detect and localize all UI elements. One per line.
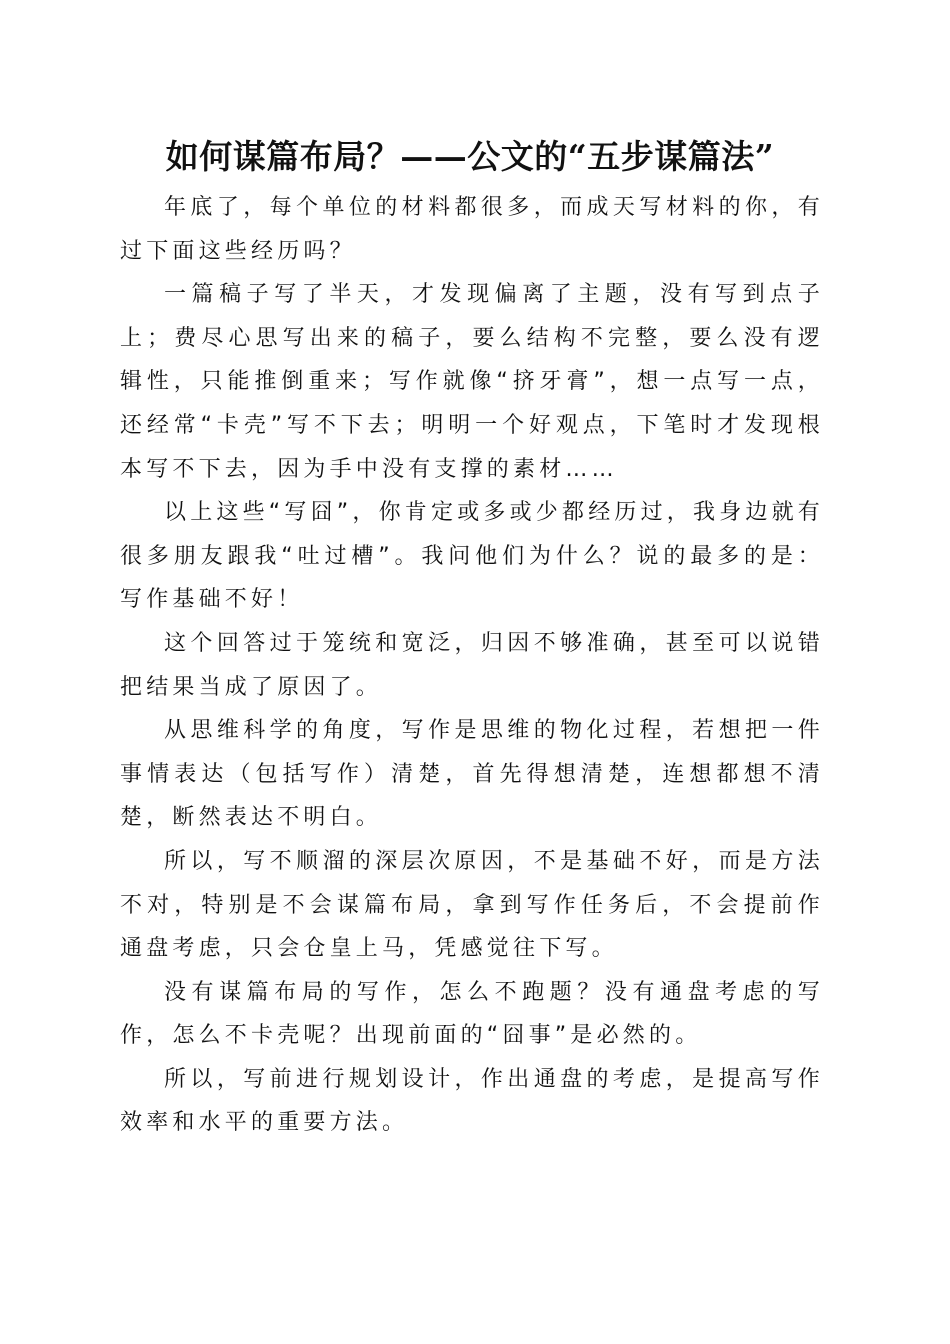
paragraph: 以上这些“写囧”，你肯定或多或少都经历过，我身边就有很多朋友跟我“吐过槽”。我问他们为什么？说的最多的是：写作基础不好！ <box>120 500 824 613</box>
paragraph: 没有谋篇布局的写作，怎么不跑题？没有通盘考虑的写作，怎么不卡壳呢？出现前面的“囧事”是必然的。 <box>120 979 824 1049</box>
paragraph: 所以，写不顺溜的深层次原因，不是基础不好，而是方法不对，特别是不会谋篇布局，拿到写作任务后，不会提前作通盘考虑，只会仓皇上马，凭感觉往下写。 <box>120 848 824 962</box>
paragraph: 一篇稿子写了半天，才发现偏离了主题，没有写到点子上；费尽心思写出来的稿子，要么结构不完整，要么没有逻辑性，只能推倒重来；写作就像“挤牙膏”，想一点写一点，还经常“卡壳”写不下去；明明一个好观点，下笔时才发现根本写不下去，因为手中没有支撑的素材…… <box>120 282 824 482</box>
paragraph: 从思维科学的角度，写作是思维的物化过程，若想把一件事情表达（包括写作）清楚，首先得想清楚，连想都想不清楚，断然表达不明白。 <box>120 718 824 831</box>
document-title: 如何谋篇布局？——公文的“五步谋篇法” <box>165 137 775 176</box>
paragraph: 这个回答过于笼统和宽泛，归因不够准确，甚至可以说错把结果当成了原因了。 <box>120 630 824 700</box>
paragraph: 所以，写前进行规划设计，作出通盘的考虑，是提高写作效率和水平的重要方法。 <box>120 1066 824 1136</box>
document-body <box>120 186 824 1145</box>
paragraph: 年底了，每个单位的材料都很多，而成天写材料的你，有过下面这些经历吗？ <box>120 195 824 264</box>
